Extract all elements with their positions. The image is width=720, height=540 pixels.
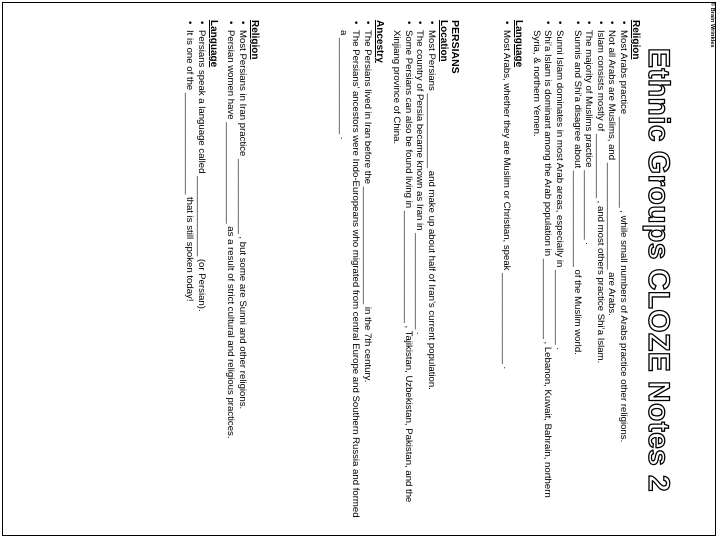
list-item: • Most Persians ______________ and make up about half of Iran’s current population. xyxy=(425,20,437,520)
persians-language-list xyxy=(184,20,207,520)
list-item: • The Persians lived in Iran before the ______________________ in the 7th century. xyxy=(361,20,373,520)
persians-ancestry-heading: Ancestry xyxy=(373,20,385,63)
list-item: • Not all Arabs are Muslims, and ____________________ are Arabs. xyxy=(606,20,618,520)
list-item: • The Persians’ ancestors were Indo-Europeans who migrated from central Europe and Southern Russia and formed a __________________ . xyxy=(338,20,361,520)
arabs-language-heading: Language xyxy=(513,20,525,68)
persians-ancestry-list xyxy=(338,20,373,520)
persians-location-list xyxy=(391,20,437,520)
arabs-sect-list xyxy=(530,20,565,520)
persians-section xyxy=(332,20,462,520)
list-item: • Islam consists mostly of ____________ , and most others practice Shi’a Islam. xyxy=(594,20,606,520)
persians-language-heading: Language xyxy=(207,20,219,68)
arabs-language-list xyxy=(501,20,513,520)
list-item: • The majority of Muslims practice _____________ . xyxy=(583,20,595,520)
persians-religion-heading: Religion xyxy=(249,20,260,60)
list-item: • The country of Persia became known as Iran in __________________ . xyxy=(414,20,426,520)
persians-section-2 xyxy=(178,20,260,520)
list-item: • Most Arabs practice _________________ , while small numbers of Arabs practice other religions. xyxy=(617,20,629,520)
arabs-religion-list xyxy=(571,20,629,520)
arabs-religion-heading: Religion xyxy=(630,20,641,60)
list-item: • Persians speak a language called _______________ (or Persian). xyxy=(195,20,207,520)
list-item: • Sunni Islam dominates in most Arab areas, especially in ______________ . xyxy=(553,20,565,520)
copyright: © Brain Wrinkles xyxy=(709,2,715,48)
page-title: Ethnic Groups CLOZE Notes 2 xyxy=(642,47,675,493)
list-item: • It is one of the ___________________ that is still spoken today! xyxy=(184,20,196,520)
list-item: • Most Persians in Iran practice ______________ , but some are Sunni and other religions. xyxy=(236,20,248,520)
persians-religion-list xyxy=(225,20,248,520)
arabs-section xyxy=(495,20,641,520)
list-item: • Sunnis and Shi’a disagree about __________________ of the Muslim world. xyxy=(571,20,583,520)
list-item: • Persian women have ___________________ as a result of strict cultural and religious practices. xyxy=(225,20,237,520)
list-item: • Most Arabs, whether they are Muslim or Christian, speak _________________ . xyxy=(501,20,513,520)
persians-heading: PERSIANS xyxy=(449,20,461,74)
list-item: • Shi’a Islam is dominant among the Arab population in _______________ , Lebanon, Kuwait, Bahrain, northern Syria, & northern Yemen. xyxy=(530,20,553,520)
persians-location-heading: Location xyxy=(438,20,449,62)
list-item: • Some Persians can also be found living in _____________________ , Tajikistan, Uzbekistan, Pakistan, and the Xinjiang province of China. xyxy=(391,20,414,520)
